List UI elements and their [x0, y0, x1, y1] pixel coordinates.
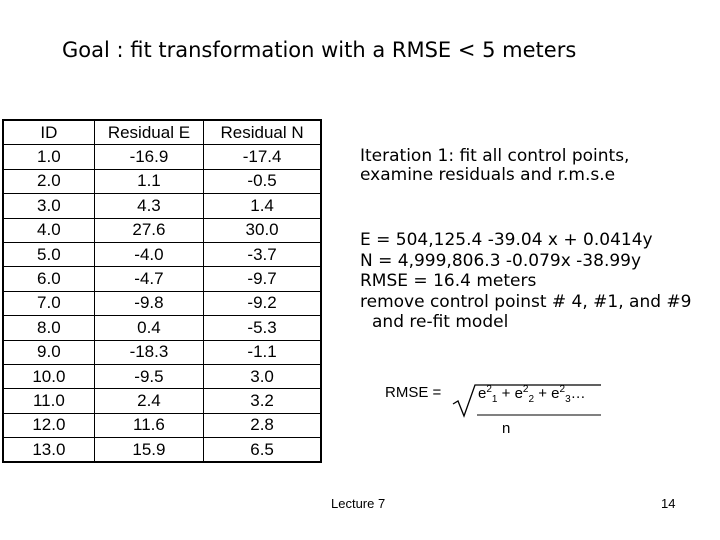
cell-residual-e: -4.7: [94, 267, 203, 291]
cell-residual-e: 1.1: [94, 169, 203, 193]
cell-residual-e: -9.5: [94, 364, 203, 388]
table-header-row: [3, 120, 321, 145]
cell-residual-n: 2.8: [204, 413, 321, 437]
page-number: 14: [661, 496, 676, 511]
cell-residual-n: 1.4: [204, 194, 321, 218]
cell-residual-e: 2.4: [94, 389, 203, 413]
cell-residual-e: -18.3: [94, 340, 203, 364]
table-row: [3, 218, 321, 242]
e-equation: E = 504,125.4 -39.04 x + 0.0414y: [360, 230, 653, 250]
cell-id: 3.0: [3, 194, 94, 218]
cell-residual-n: -5.3: [204, 316, 321, 340]
table-row: [3, 169, 321, 193]
cell-residual-e: -4.0: [94, 242, 203, 266]
cell-residual-n: -3.7: [204, 242, 321, 266]
cell-residual-n: 30.0: [204, 218, 321, 242]
n-equation: N = 4,999,806.3 -0.079x -38.99y: [360, 250, 642, 271]
cell-residual-e: 11.6: [94, 413, 203, 437]
cell-residual-n: -0.5: [204, 169, 321, 193]
cell-id: 13.0: [3, 438, 94, 463]
cell-id: 12.0: [3, 413, 94, 437]
cell-id: 9.0: [3, 340, 94, 364]
table-row: [3, 242, 321, 266]
cell-id: 8.0: [3, 316, 94, 340]
table-row: [3, 389, 321, 413]
cell-residual-n: -1.1: [204, 340, 321, 364]
header-id: ID: [3, 120, 94, 145]
cell-id: 6.0: [3, 267, 94, 291]
cell-id: 7.0: [3, 291, 94, 315]
cell-residual-n: -17.4: [204, 145, 321, 169]
cell-id: 5.0: [3, 242, 94, 266]
cell-residual-e: 0.4: [94, 316, 203, 340]
formula-lhs: RMSE =: [385, 384, 442, 401]
table-row: [3, 438, 321, 463]
iteration-line-1: Iteration 1: fit all control points,: [360, 146, 630, 166]
rmse-formula: [385, 380, 635, 440]
table-row: [3, 267, 321, 291]
iteration-note: [360, 147, 629, 185]
cell-residual-e: -16.9: [94, 145, 203, 169]
table-row: [3, 194, 321, 218]
header-residual-e: Residual E: [94, 120, 203, 145]
table-row: [3, 316, 321, 340]
residuals-table: [2, 119, 322, 463]
formula-denominator: n: [502, 420, 511, 437]
footer-lecture: Lecture 7: [331, 496, 386, 511]
cell-id: 10.0: [3, 364, 94, 388]
cell-id: 2.0: [3, 169, 94, 193]
table-row: [3, 145, 321, 169]
cell-residual-e: 4.3: [94, 194, 203, 218]
rmse-value: RMSE = 16.4 meters: [360, 271, 537, 291]
cell-residual-e: -9.8: [94, 291, 203, 315]
cell-residual-n: 3.2: [204, 389, 321, 413]
cell-residual-n: -9.2: [204, 291, 321, 315]
cell-residual-n: 6.5: [204, 438, 321, 463]
header-residual-n: Residual N: [204, 120, 321, 145]
refit-note: and re-fit model: [372, 312, 509, 332]
table-row: [3, 364, 321, 388]
table-row: [3, 340, 321, 364]
cell-residual-n: 3.0: [204, 364, 321, 388]
table-row: [3, 291, 321, 315]
cell-id: 4.0: [3, 218, 94, 242]
cell-id: 11.0: [3, 389, 94, 413]
iteration-line-2: examine residuals and r.m.s.e: [360, 165, 616, 185]
cell-id: 1.0: [3, 145, 94, 169]
cell-residual-e: 27.6: [94, 218, 203, 242]
slide-title: Goal : fit transformation with a RMSE < 5 meters: [62, 38, 577, 62]
cell-residual-n: -9.7: [204, 267, 321, 291]
formula-numerator: $e^2_1 + e^2_2$ + $e^2_3\dots$: [478, 384, 586, 405]
remove-note: remove control poinst # 4, #1, and #9: [360, 291, 692, 312]
table-row: [3, 413, 321, 437]
model-block: [360, 230, 692, 333]
cell-residual-e: 15.9: [94, 438, 203, 463]
